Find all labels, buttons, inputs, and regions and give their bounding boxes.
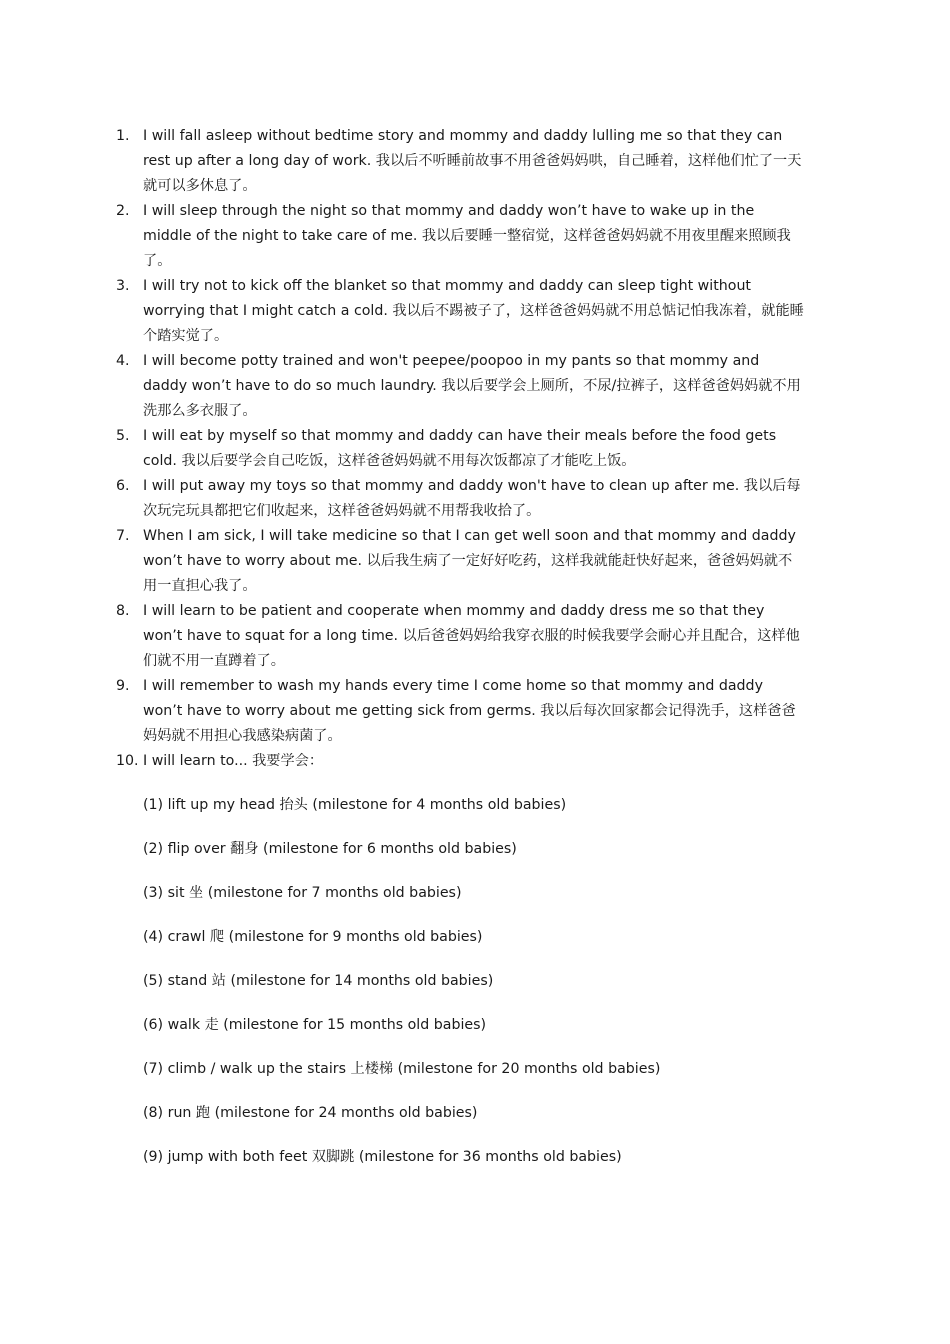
milestone-item: (5) stand 站 (milestone for 14 months old babies) (143, 973, 494, 989)
item-number: 7. (116, 528, 130, 544)
item-text: I will try not to kick off the blanket so that mommy and daddy can sleep tight without worrying that I might catch a cold. 我以后不踢被子了，这样爸爸妈妈就不用总惦记怕我冻着，就能睡个踏实觉了。 (143, 278, 804, 344)
list-item (116, 674, 806, 749)
list-item (116, 599, 806, 674)
milestone-item: (6) walk 走 (milestone for 15 months old babies) (143, 1017, 487, 1033)
item-number: 9. (116, 678, 130, 694)
list-item (116, 749, 806, 1170)
item-text: I will remember to wash my hands every time I come home so that mommy and daddy won’t have to worry about me getting sick from germs. 我以后每次回家都会记得洗手，这样爸爸妈妈就不用担心我感染病菌了。 (143, 678, 796, 744)
promise-list (116, 124, 806, 1170)
milestone-item: (4) crawl 爬 (milestone for 9 months old babies) (143, 929, 483, 945)
item-text-container (143, 749, 806, 1170)
milestone-list (143, 793, 806, 1170)
milestone-item: (7) climb / walk up the stairs 上楼梯 (milestone for 20 months old babies) (143, 1061, 661, 1077)
list-item (116, 424, 806, 474)
item-number: 1. (116, 128, 130, 144)
milestone-item: (2) flip over 翻身 (milestone for 6 months old babies) (143, 841, 517, 857)
item-number: 5. (116, 428, 130, 444)
list-item (116, 199, 806, 274)
list-item (116, 124, 806, 199)
item-text: When I am sick, I will take medicine so that I can get well soon and that mommy and daddy won’t have to worry about me. 以后我生病了一定好好吃药，这样我就能赶快好起来，爸爸妈妈就不用一直担心我了。 (143, 528, 796, 594)
milestone-item: (8) run 跑 (milestone for 24 months old babies) (143, 1105, 478, 1121)
item-number: 6. (116, 478, 130, 494)
list-item (116, 524, 806, 599)
item-text: I will eat by myself so that mommy and daddy can have their meals before the food gets cold. 我以后要学会自己吃饭，这样爸爸妈妈就不用每次饭都凉了才能吃上饭。 (143, 428, 777, 469)
item-number: 10. (116, 753, 139, 769)
item-number: 4. (116, 353, 130, 369)
item-number: 2. (116, 203, 130, 219)
item-text: I will learn to... 我要学会： (143, 753, 324, 769)
milestone-item: (3) sit 坐 (milestone for 7 months old babies) (143, 885, 462, 901)
item-number: 3. (116, 278, 130, 294)
list-item (116, 474, 806, 524)
milestone-item: (9) jump with both feet 双脚跳 (milestone for 36 months old babies) (143, 1149, 622, 1165)
item-text: I will sleep through the night so that mommy and daddy won’t have to wake up in the middle of the night to take care of me. 我以后要睡一整宿觉，这样爸爸妈妈就不用夜里醒来照顾我了。 (143, 203, 791, 269)
milestone-item: (1) lift up my head 抬头 (milestone for 4 months old babies) (143, 797, 567, 813)
item-text: I will fall asleep without bedtime story and mommy and daddy lulling me so that they can rest up after a long day of work. 我以后不听睡前故事不用爸爸妈妈哄，自己睡着，这样他们忙了一天就可以多休息了。 (143, 128, 802, 194)
list-item (116, 349, 806, 424)
item-number: 8. (116, 603, 130, 619)
item-text: I will learn to be patient and cooperate when mommy and daddy dress me so that they won’t have to squat for a long time. 以后爸爸妈妈给我穿衣服的时候我要学会耐心并且配合，这样他们就不用一直蹲着了。 (143, 603, 800, 669)
item-text: I will become potty trained and won't peepee/poopoo in my pants so that mommy and daddy won’t have to do so much laundry. 我以后要学会上厕所，不尿/拉裤子，这样爸爸妈妈就不用洗那么多衣服了。 (143, 353, 801, 419)
item-text: I will put away my toys so that mommy and daddy won't have to clean up after me. 我以后每次玩完玩具都把它们收起来，这样爸爸妈妈就不用帮我收拾了。 (143, 478, 801, 519)
list-item (116, 274, 806, 349)
